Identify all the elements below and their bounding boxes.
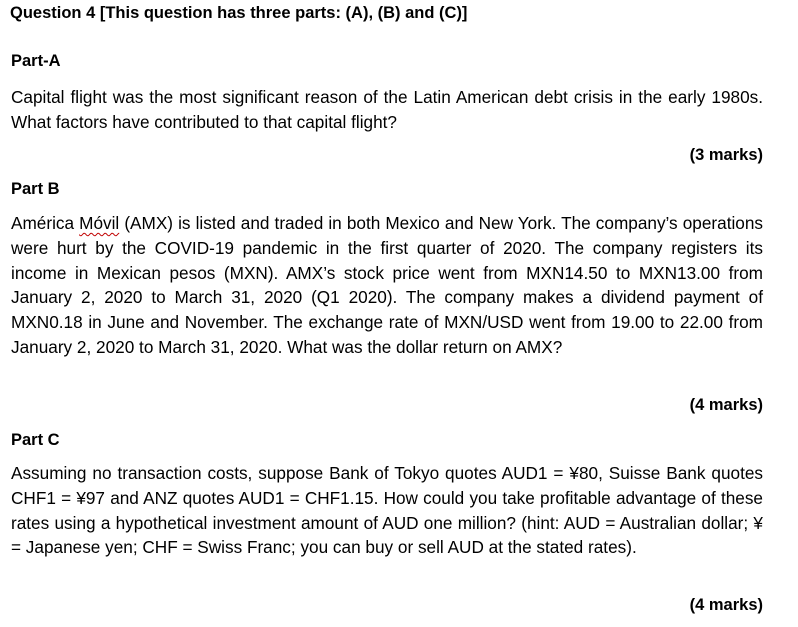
part-b-marks: (4 marks) xyxy=(689,396,763,414)
spellcheck-flagged-word: Móvil xyxy=(79,213,120,233)
part-b-heading: Part B xyxy=(11,180,60,198)
question-title: Question 4 [This question has three parts: (A), (B) and (C)] xyxy=(10,4,468,22)
part-c-marks: (4 marks) xyxy=(689,596,763,614)
part-b-text-rest: (AMX) is listed and traded in both Mexico and New York. The company’s operations were hurt by the COVID-19 pandemic in the first quarter of 2020. The company registers its income in Mexican pesos (MXN). AMX’s stock price went from MXN14.50 to MXN13.00 from January 2, 2020 to March 31, 2020 (Q1 2020). The company makes a dividend payment of MXN0.18 in June and November. The exchange rate of MXN/USD went from 19.00 to 22.00 from January 2, 2020 to March 31, 2020. What was the dollar return on AMX? xyxy=(11,213,763,357)
part-b-text xyxy=(11,211,763,360)
part-a-text: Capital flight was the most significant reason of the Latin American debt crisis in the early 1980s. What factors have contributed to that capital flight? xyxy=(11,87,763,132)
part-a-heading: Part-A xyxy=(11,52,61,70)
part-a-marks: (3 marks) xyxy=(689,146,763,164)
part-c-text: Assuming no transaction costs, suppose Bank of Tokyo quotes AUD1 = ¥80, Suisse Bank quotes CHF1 = ¥97 and ANZ quotes AUD1 = CHF1.15. How could you take profitable advantage of these rates using a hypothetical investment amount of AUD one million? (hint: AUD = Australian dollar; ¥ = Japanese yen; CHF = Swiss Franc; you can buy or sell AUD at the stated rates). xyxy=(11,463,763,558)
part-c-heading: Part C xyxy=(11,431,60,449)
part-b-text-start: América xyxy=(11,213,80,233)
